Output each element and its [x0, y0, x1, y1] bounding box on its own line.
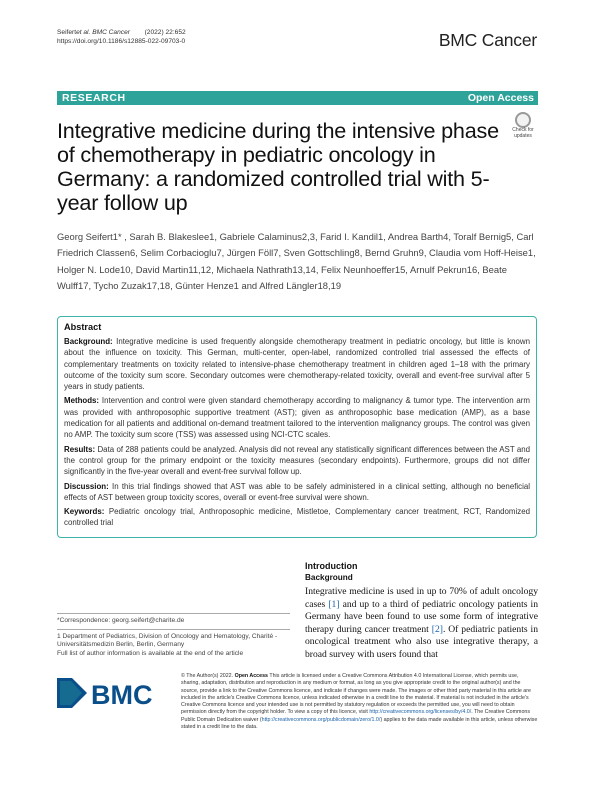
- abstract-discussion: [64, 481, 530, 504]
- abstract-box: [57, 316, 537, 538]
- affiliation-block: [57, 629, 290, 658]
- header-journal: et al. BMC Cancer: [76, 29, 130, 36]
- intro-text: . Of pediatric patients in oncological treatment who also use integrative therapy, a broad survey with users found that: [305, 623, 538, 660]
- background-subheading: Background: [305, 573, 353, 582]
- abstract-label: Background:: [64, 337, 113, 346]
- abstract-methods: [64, 395, 530, 440]
- license-mid: . The Creative Commons Public Domain Dedication waiver (: [181, 709, 530, 723]
- abstract-text: Intervention and control were given standard chemotherapy according to malignancy & tumor type. The intervention arm was provided with anthroposophic supportive treatment (AST); given as anthroposophic base medication (AMP), as a base medication for all patients and additional on-demand treatment tailored to the intervention malignancy groups. The control was given no AMP. The toxicity sum score (TSS) was assessed using NCI-CTC scales.: [64, 396, 530, 440]
- license-link[interactable]: http://creativecommons.org/licenses/by/4.0/: [369, 709, 472, 716]
- abstract-label: Methods:: [64, 396, 100, 406]
- article-title: Integrative medicine during the intensive phase of chemotherapy in pediatric oncology in Germany: a randomized controlled trial with 5-year follow up: [57, 118, 499, 215]
- license-link[interactable]: http://creativecommons.org/publicdomain/zero/1.0/: [261, 716, 381, 723]
- bmc-logo: [57, 676, 167, 714]
- license-end: ) applies to the data made available in this article, unless otherwise stated in a credit line to the data.: [181, 716, 538, 731]
- intro-text: Integrative medicine is used in up to 70% of adult oncology cases: [305, 586, 538, 610]
- abstract-text: Data of 288 patients could be analyzed. Analysis did not reveal any statistically significant differences between the AST and the control group for the primary endpoint or the toxicity measures (secondary endpoints). Furthermore, groups did not differ significantly in the five-year overall and event-free survival follow up.: [64, 444, 530, 477]
- abstract-text: Pediatric oncology trial, Anthroposophic medicine, Mistletoe, Complementary cancer treatment, RCT, Randomized controlled trial: [64, 507, 530, 528]
- abstract-keywords: [64, 506, 530, 529]
- article-type-label: RESEARCH: [62, 92, 126, 104]
- article-type-band: [57, 91, 538, 105]
- abstract-text: Integrative medicine is used frequently alongside chemotherapy treatment in pediatric oncology, but little is known about the influence on toxicity. This German, multi-center, open-label, randomized controlled trial assessed the effects of complementary treatments on toxicity related to intensive-phase chemotherapy treatment in children aged 1–18 with the primary outcome of the toxicity sum score. Secondary outcomes were chemotherapy-related toxicity, overall and event-free survival after 5 years in study patients.: [64, 337, 530, 392]
- affiliation-line: 1 Department of Pediatrics, Division of Oncology and Hematology, Charité - Universitätsmedizin Berlin, Berlin, Germany: [57, 633, 278, 649]
- intro-paragraph: [305, 586, 538, 661]
- abstract-label: Discussion:: [64, 481, 109, 491]
- citation-link[interactable]: [2]: [431, 623, 443, 635]
- header-author: Seifert: [57, 29, 77, 36]
- license-text: [181, 673, 538, 731]
- intro-text: and up to a third of pediatric oncology patients in Germany have been found to use some form of integrative therapy during cancer treatment: [305, 598, 539, 635]
- abstract-results: [64, 444, 530, 478]
- citation-header: [57, 28, 186, 46]
- full-list-note: Full list of author information is available at the end of the article: [57, 649, 244, 657]
- bmc-logo-icon: [57, 676, 167, 714]
- citation-link[interactable]: [1]: [328, 598, 340, 610]
- open-access-label: Open Access: [467, 92, 534, 104]
- check-for-updates-badge[interactable]: [508, 112, 538, 140]
- author-list: Georg Seifert1* , Sarah B. Blakeslee1, Gabriele Calaminus2,3, Farid I. Kandil1, Andrea Barth4, Toralf Bernig5, Carl Friedrich Classen6, Selim Corbacioglu7, Jürgen Föll7, Sven Gottschling8, Bernd Gruhn9, Claudia vom Hoff-Heise1, Holger N. Lode10, David Martin11,12, Michaela Nathrath13,14, Felix Neunhoeffer15, Arnulf Pekrun16, Beate Wulff17, Tycho Zuzak17,18, Günter Henze1 and Alfred Längler18,19: [57, 231, 536, 291]
- abstract-background: [64, 336, 530, 392]
- abstract-label: Keywords:: [64, 507, 105, 517]
- abstract-heading: Abstract: [64, 322, 102, 332]
- license-body: This article is licensed under a Creative Commons Attribution 4.0 International License, which permits use, sharing, adaptation, distribution and reproduction in any medium or format, as long as you give appropriate credit to the original author(s) and the source, provide a link to the Creative Commons licence, and indicate if changes were made. The images or other third party material in this article are included in the article's Creative Commons licence, unless indicated otherwise in a credit line to the material. If material is not included in the article's Creative Commons licence and your intended use is not permitted by statutory regulation or exceeds the permitted use, you will need to obtain permission directly from the copyright holder. To view a copy of this licence, visit: [181, 673, 531, 716]
- correspondence: *Correspondence: georg.seifert@charite.de: [57, 613, 290, 624]
- check-updates-icon: [515, 112, 531, 128]
- check-updates-text: Check for updates: [512, 127, 534, 139]
- abstract-text: In this trial findings showed that AST was able to be safely administered in a clinical setting, although no beneficial effects of AST between group toxicity scores, overall or event-free survival were shown.: [64, 481, 530, 502]
- bmc-logo-text: BMC: [91, 680, 153, 710]
- header-year-vol: (2022) 22:652: [144, 29, 186, 36]
- intro-heading: Introduction: [305, 561, 358, 571]
- header-doi[interactable]: https://doi.org/10.1186/s12885-022-09703-0: [57, 38, 186, 45]
- license-open-access: Open Access: [234, 673, 268, 679]
- abstract-label: Results:: [64, 444, 96, 454]
- license-lead: © The Author(s) 2022.: [181, 673, 234, 679]
- journal-name: BMC Cancer: [438, 30, 537, 50]
